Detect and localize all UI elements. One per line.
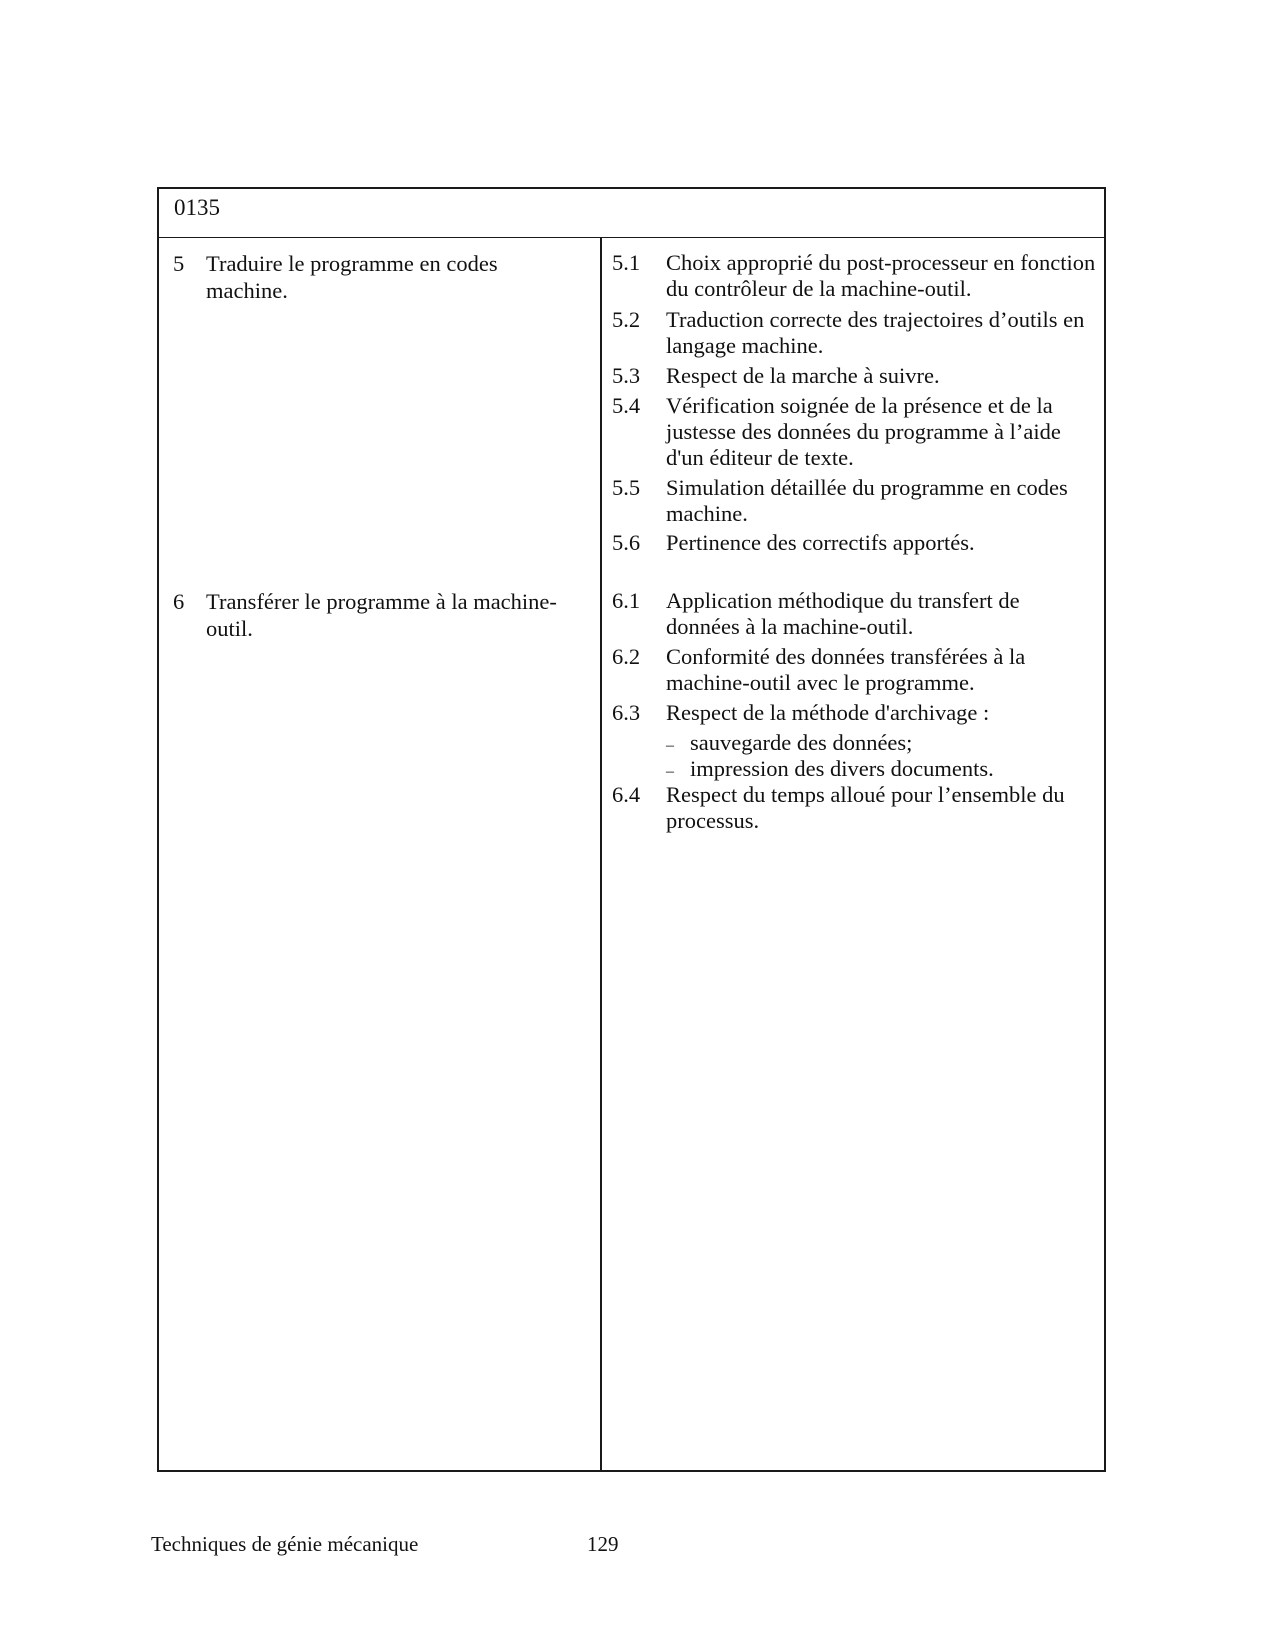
archive-sub-text: impression des divers documents. [690,756,994,781]
task-item [173,588,583,642]
criterion-number: 5.2 [612,307,641,332]
criterion-text: Application méthodique du transfert de données à la machine-outil. [666,588,1020,639]
criterion-item [612,644,1097,696]
archive-sub-text: sauvegarde des données; [690,730,913,755]
criterion-text: Vérification soignée de la présence et de la justesse des données du programme à l’aide d'un éditeur de texte. [666,393,1061,470]
criterion-item [612,363,1097,389]
task-number: 6 [173,589,185,614]
task-text: Transférer le programme à la machine-outil. [206,589,557,641]
dash-bullet: – [666,737,674,754]
criterion-item [612,588,1097,640]
criterion-number: 5.4 [612,393,641,418]
criterion-number: 6.1 [612,588,641,613]
criterion-number: 5.6 [612,530,641,555]
archive-sub-item [666,730,912,759]
competency-code: 0135 [174,195,220,220]
criterion-item [612,307,1097,359]
criterion-text: Pertinence des correctifs apportés. [666,530,975,555]
task-item [173,250,583,304]
criterion-item [612,530,1097,556]
criterion-text: Choix approprié du post-processeur en fonction du contrôleur de la machine-outil. [666,250,1096,301]
criterion-number: 6.2 [612,644,641,669]
competency-code-row [159,189,1104,238]
criteria-column [602,238,1104,1470]
criterion-number: 5.3 [612,363,641,388]
footer-page-number: 129 [587,1532,619,1556]
criterion-item [612,700,1097,726]
criterion-text: Simulation détaillée du programme en codes machine. [666,475,1068,526]
task-number: 5 [173,251,185,276]
footer-program-title: Techniques de génie mécanique [151,1532,419,1556]
criterion-text: Respect de la marche à suivre. [666,363,940,388]
dash-bullet: – [666,763,674,780]
criterion-number: 5.1 [612,250,641,275]
criterion-text: Respect de la méthode d'archivage : [666,700,990,725]
competency-table [157,187,1106,1472]
task-column [159,238,600,1470]
criterion-number: 6.3 [612,700,641,725]
criterion-number: 6.4 [612,782,641,807]
criterion-number: 5.5 [612,475,641,500]
archive-sub-item [666,756,994,785]
criterion-text: Conformité des données transférées à la machine-outil avec le programme. [666,644,1026,695]
criterion-item [612,393,1097,471]
criterion-item [612,475,1097,527]
criterion-item [612,782,1097,834]
criterion-text: Traduction correcte des trajectoires d’outils en langage machine. [666,307,1085,358]
task-text: Traduire le programme en codes machine. [206,251,498,303]
criterion-item [612,250,1097,302]
criterion-text: Respect du temps alloué pour l’ensemble du processus. [666,782,1065,833]
